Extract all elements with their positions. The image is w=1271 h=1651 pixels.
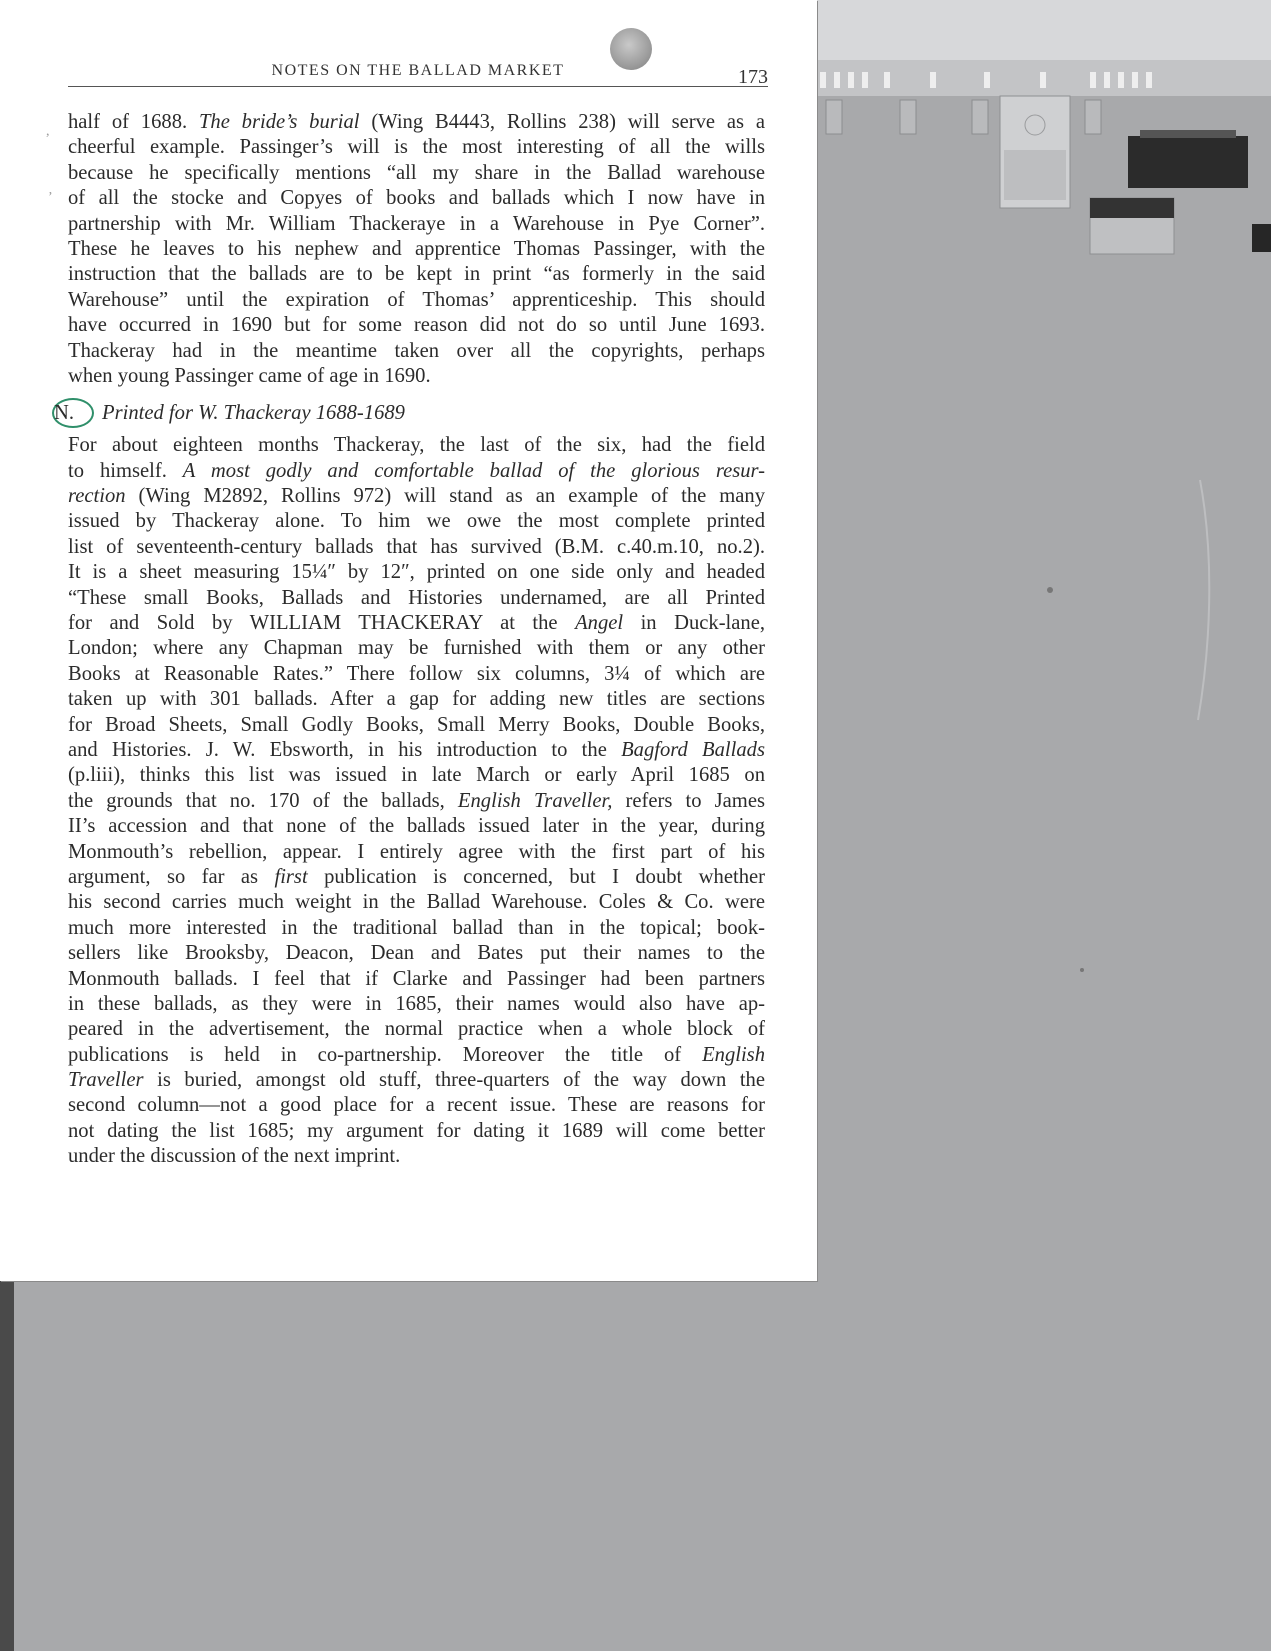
text-span: taken up with 301 ballads. After a gap for adding new titles are sections	[68, 688, 765, 711]
text-line	[68, 560, 765, 585]
italic-text: Angel	[575, 612, 624, 635]
text-span: partnership with Mr. William Thackeraye in a Warehouse in Pye Corner”.	[68, 212, 765, 235]
text-line	[68, 339, 765, 364]
text-span: peared in the advertisement, the normal practice when a whole block of	[68, 1018, 765, 1041]
text-span: is buried, amongst old stuff, three-quarters of the way down the	[143, 1069, 765, 1092]
text-span: II’s accession and that none of the ballads issued later in the year, during	[68, 815, 765, 838]
text-span: in these ballads, as they were in 1685, their names would also have ap-	[68, 992, 765, 1015]
text-line	[68, 262, 765, 287]
text-span: These he leaves to his nephew and apprentice Thomas Passinger, with the	[68, 237, 765, 260]
text-span: list of seventeenth-century ballads that has survived (B.M. c.40.m.10, no.2).	[68, 535, 765, 558]
text-line	[68, 110, 765, 135]
text-span: refers to James	[612, 789, 765, 812]
text-line	[68, 611, 765, 636]
section-marker: N.	[52, 398, 94, 428]
text-line	[68, 484, 765, 509]
text-line	[68, 313, 765, 338]
text-span: argument, so far as	[68, 865, 275, 888]
text-line	[68, 186, 765, 211]
text-span: for and Sold by WILLIAM THACKERAY at the	[68, 612, 576, 635]
section-title: Printed for W. Thackeray 1688-1689	[102, 402, 405, 425]
document-page	[0, 0, 817, 1281]
text-span: “These small Books, Ballads and Histories undernamed, are all Printed	[68, 586, 765, 609]
text-line	[68, 1017, 765, 1042]
italic-text: English Traveller,	[457, 789, 613, 812]
text-line	[68, 890, 765, 915]
text-line	[68, 916, 765, 941]
paragraph-1	[68, 110, 765, 389]
margin-mark: ’	[48, 190, 53, 205]
text-span: (p.liii), thinks this list was issued in late March or early April 1685 on	[68, 764, 765, 787]
text-line	[68, 509, 765, 534]
text-line	[68, 738, 765, 763]
paragraph-2	[68, 433, 765, 1169]
text-span: sellers like Brooksby, Deacon, Dean and Bates put their names to the	[68, 942, 765, 965]
text-span: publications is held in co-partnership. Moreover the title of	[68, 1043, 703, 1066]
text-span: cheerful example. Passinger’s will is the most interesting of all the wills	[68, 136, 765, 159]
page-number: 173	[738, 66, 768, 88]
text-line	[68, 1119, 765, 1144]
text-line	[68, 135, 765, 160]
text-span: half of 1688.	[68, 111, 199, 133]
text-line	[68, 967, 765, 992]
text-span: (Wing B4443, Rollins 238) will serve as a	[359, 111, 765, 133]
text-span: Warehouse” until the expiration of Thomas’ apprenticeship. This should	[68, 288, 765, 311]
italic-text: A most godly and comfortable ballad of the glorious resur-	[182, 459, 765, 482]
body-text	[54, 110, 766, 1170]
text-span: (Wing M2892, Rollins 972) will stand as an example of the many	[125, 485, 765, 508]
text-span: Books at Reasonable Rates.” There follow six columns, 3¼ of which are	[68, 662, 765, 685]
text-span: under the discussion of the next imprint.	[68, 1145, 401, 1168]
running-title: NOTES ON THE BALLAD MARKET	[271, 62, 565, 79]
text-line	[68, 459, 765, 484]
italic-text: rection	[68, 485, 126, 508]
text-span: publication is concerned, but I doubt whether	[307, 865, 766, 888]
text-span: much more interested in the traditional ballad than in the topical; book-	[68, 916, 765, 939]
text-line	[68, 288, 765, 313]
text-line	[68, 840, 765, 865]
text-span: his second carries much weight in the Ballad Warehouse. Coles & Co. were	[68, 891, 765, 914]
text-span: Monmouth ballads. I feel that if Clarke and Passinger had been partners	[68, 967, 765, 990]
text-line	[68, 789, 765, 814]
italic-text: first	[274, 865, 308, 888]
text-line	[68, 814, 765, 839]
text-span: the grounds that no. 170 of the ballads,	[68, 789, 458, 812]
text-span: issued by Thackeray alone. To him we owe the most complete printed	[68, 510, 765, 533]
text-line	[68, 763, 765, 788]
text-line	[68, 1043, 765, 1068]
text-line	[68, 865, 765, 890]
text-span: instruction that the ballads are to be kept in print “as formerly in the said	[68, 263, 765, 286]
text-span: for Broad Sheets, Small Godly Books, Small Merry Books, Double Books,	[68, 713, 765, 736]
text-line	[68, 433, 765, 458]
italic-text: The bride’s burial	[198, 111, 360, 133]
text-line	[68, 687, 765, 712]
text-span: It is a sheet measuring 15¼″ by 12″, printed on one side only and headed	[68, 561, 765, 584]
text-line	[68, 364, 765, 389]
text-span: to himself.	[68, 459, 183, 482]
text-span: Thackeray had in the meantime taken over all the copyrights, perhaps	[68, 339, 765, 362]
section-heading	[54, 398, 765, 428]
italic-text: Traveller	[68, 1069, 144, 1092]
text-span: when young Passinger came of age in 1690.	[68, 364, 431, 387]
text-line	[68, 1144, 765, 1169]
text-line	[68, 535, 765, 560]
text-line	[68, 237, 765, 262]
text-line	[68, 1093, 765, 1118]
text-line	[68, 992, 765, 1017]
italic-text: Bagford Ballads	[621, 738, 765, 761]
margin-mark: ,	[46, 124, 50, 139]
text-span: have occurred in 1690 but for some reason did not do so until June 1693.	[68, 314, 765, 337]
text-span: Monmouth’s rebellion, appear. I entirely agree with the first part of his	[68, 840, 765, 863]
text-span: in Duck-lane,	[623, 612, 765, 635]
text-span: of all the stocke and Copyes of books and ballads which I now have in	[68, 187, 765, 210]
text-span: and Histories. J. W. Ebsworth, in his introduction to the	[68, 738, 622, 761]
text-line	[68, 1068, 765, 1093]
text-line	[68, 941, 765, 966]
text-line	[68, 713, 765, 738]
text-span: London; where any Chapman may be furnished with them or any other	[68, 637, 765, 660]
text-line	[68, 161, 765, 186]
text-line	[68, 586, 765, 611]
text-line	[68, 662, 765, 687]
running-header	[68, 60, 768, 87]
text-span: For about eighteen months Thackeray, the last of the six, had the field	[68, 434, 765, 457]
text-line	[68, 636, 765, 661]
text-span: because he specifically mentions “all my share in the Ballad warehouse	[68, 161, 765, 184]
italic-text: English	[702, 1043, 765, 1066]
text-span: second column—not a good place for a recent issue. These are reasons for	[68, 1094, 765, 1117]
text-span: not dating the list 1685; my argument for dating it 1689 will come better	[68, 1119, 765, 1142]
text-line	[68, 212, 765, 237]
